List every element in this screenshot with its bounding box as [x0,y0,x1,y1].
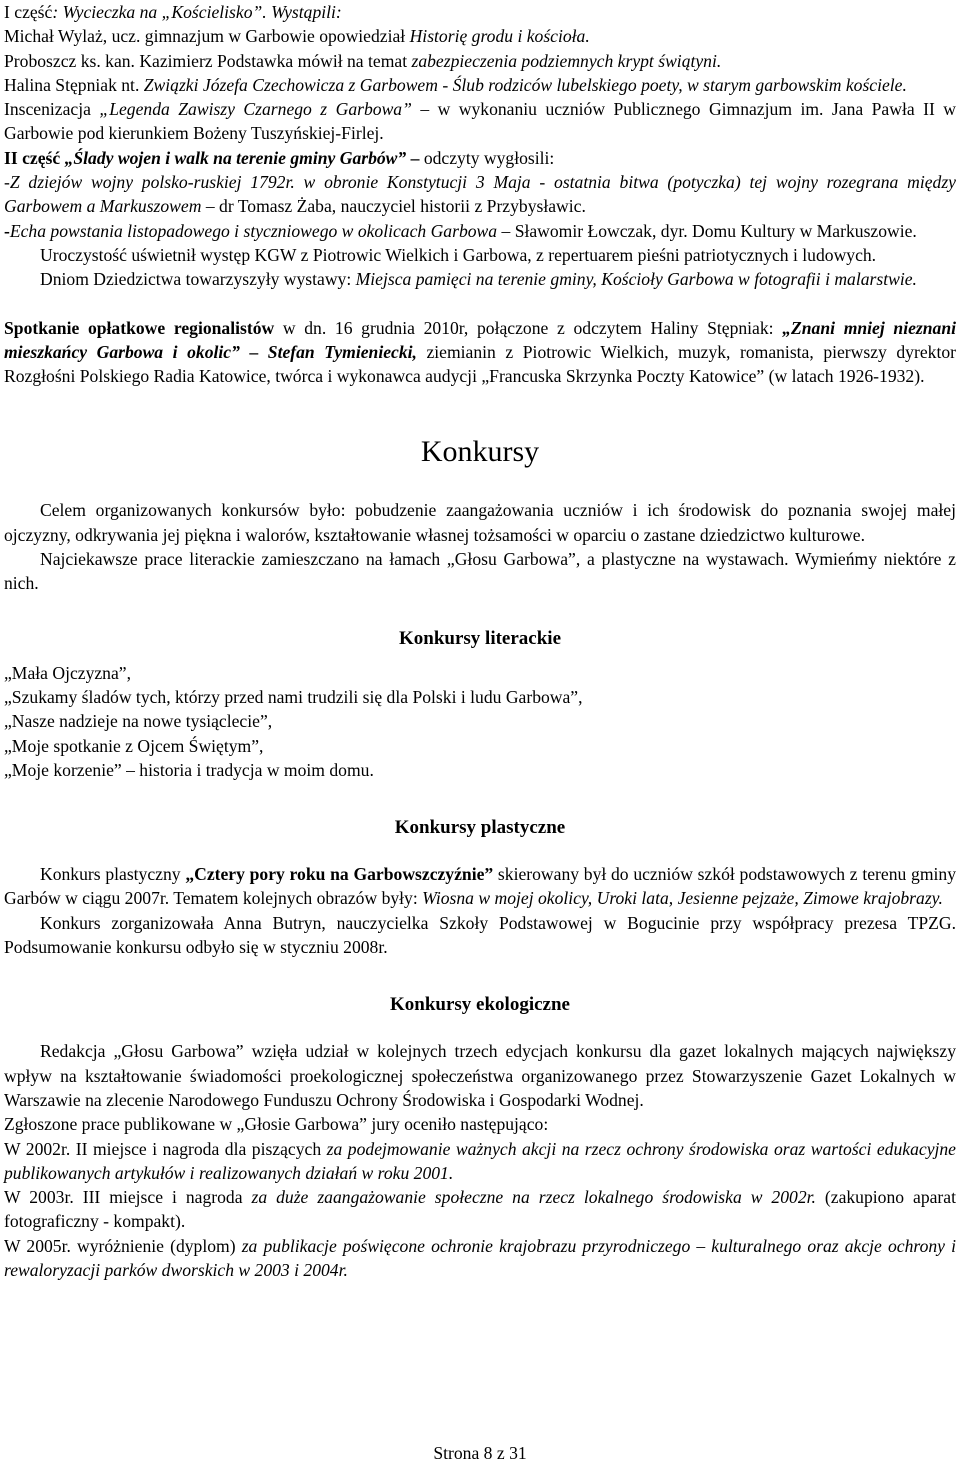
text: W 2002r. II miejsce i nagroda dla piszących [4,1138,327,1159]
list-item: „Nasze nadzieje na nowe tysiąclecie”, [4,711,273,732]
text: odczyty wygłosili: [419,147,555,168]
text: ziemianin z Piotrowic Wielkich, muzyk, romanista, pierwszy dyrektor Rozgłośni Polskiego Radia Katowice, twórca i wykonawca audycji „Francuska Skrzynka Poczty Katowice” (w latach 1926-1932). [4,341,956,387]
heading-konkursy: Konkursy [420,435,540,469]
paragraph-organizatorka: Konkurs zorganizowała Anna Butryn, nauczycielka Szkoły Podstawowej w Bogucinie przy współpracy prezesa TPZG. Podsumowanie konkursu odbyło się w styczniu 2008r. [4,912,956,958]
text-bold: – [406,147,420,168]
text: Halina Stępniak nt. [4,74,144,95]
paragraph-proboszcz [4,49,956,73]
text-italic: zabezpieczenia podziemnych krypt świątyni. [411,50,722,71]
text-italic: : Wycieczka na „Kościelisko”. Wystąpili: [52,2,342,22]
spacer [4,959,956,993]
text-italic: -Z dziejów wojny polsko-ruskiej 1792r. w obronie Konstytucji 3 Maja - ostatnia bitwa (potyczka) tej wojny rozegrana między Garbowem a Markuszowem [4,172,956,217]
text: Michał Wylaż, ucz. gimnazjum w Garbowie opowiedział [4,26,410,47]
spacer [4,388,956,434]
text: I część [4,2,53,22]
list-item: „Moje korzenie” – historia i tradycja w moim domu. [4,759,374,780]
text-italic: Echa powstania listopadowego i styczniowego w okolicach Garbowa [9,220,498,241]
spacer [4,1017,956,1039]
paragraph-2005 [4,1234,956,1283]
text-italic: Historię grodu i kościoła. [409,26,590,47]
text: W 2003r. III miejsce i nagroda [4,1187,252,1208]
spacer [4,840,956,862]
paragraph-inscenizacja [4,97,956,146]
paragraph-cztery-pory-roku [4,862,956,911]
text-bold: II część [4,147,65,168]
paragraph-stepniak [4,73,956,97]
text: – w wykonaniu uczniów Publicznego Gimnazjum im. Jana Pawła II w Garbowie pod kierunkiem Bożeny Tuszyńskiej-Firlej. [4,99,956,144]
list-item: „Moje spotkanie z Ojcem Świętym”, [4,735,264,756]
text-italic: Wiosna w mojej okolicy, Uroki lata, Jesienne pejzaże, Zimowe krajobrazy. [422,888,943,909]
list-item: „Mała Ojczyzna”, [4,662,131,683]
paragraph-wylaz [4,24,956,48]
text-italic: za podejmowanie ważnych akcji na rzecz ochrony środowiska oraz wartości edukacyjne publikowanych artykułów i realizowanych działań w roku 2001. [4,1138,956,1183]
spacer [4,470,956,498]
spacer [4,651,956,661]
text: Inscenizacja [4,99,100,120]
paragraph-2003 [4,1185,956,1234]
paragraph-zgloszone-prace: Zgłoszone prace publikowane w „Głosie Garbowa” jury oceniło następująco: [4,1114,549,1135]
spacer [4,782,956,816]
text: Proboszcz ks. kan. Kazimierz Podstawka mówił na temat [4,50,412,71]
heading-konkursy-plastyczne: Konkursy plastyczne [394,817,566,839]
text: – dr Tomasz Żaba, nauczyciel historii z Przybysławic. [201,196,586,217]
text: W 2005r. wyróżnienie (dyplom) [4,1235,242,1256]
paragraph-spotkanie-oplatkowe [4,316,956,389]
text-bold: „Cztery pory roku na Garbowszczyźnie” [185,864,494,885]
text: Dniom Dziedzictwa towarzyszyły wystawy: [40,269,356,290]
spacer [4,596,956,627]
text-italic: za duże zaangażowanie społeczne na rzecz lokalnego środowiska w 2002r. [251,1187,816,1208]
text: Konkurs plastyczny [40,864,186,885]
spacer [4,292,956,316]
text-bold: - [4,220,10,241]
text: – Sławomir Łowczak, dyr. Domu Kultury w Markuszowie. [497,220,917,241]
text-italic: Związki Józefa Czechowicza z Garbowem - Ślub rodziców lubelskiego poety, w starym garbowskim kościele. [143,74,907,95]
heading-konkursy-literackie: Konkursy literackie [398,627,562,649]
paragraph-redakcja: Redakcja „Głosu Garbowa” wzięła udział w kolejnych trzech edycjach konkursu dla gazet lokalnych mających największy wpływ na kształtowanie świadomości proekologicznej społeczeństwa organizowanego przez Stowarzyszenie Gazet Lokalnych w Warszawie na zlecenie Narodowego Funduszu Ochrony Środowiska i Gospodarki Wodnej. [4,1041,956,1110]
document-page [4,0,956,1282]
paragraph-part-one-title [4,0,956,24]
text: (zakupiono aparat fotograficzny - kompakt). [4,1187,956,1232]
text-bold: Spotkanie opłatkowe regionalistów [4,317,275,338]
text-bold-italic: „Ślady wojen i walk na terenie gminy Garbów” [64,147,407,168]
paragraph-dni-dziedzictwa [4,267,956,291]
paragraph-najciekawsze-prace: Najciekawsze prace literackie zamieszczano na łamach „Głosu Garbowa”, a plastyczne na wystawach. Wymieńmy niektóre z nich. [4,549,956,594]
page-number: Strona 8 z 31 [433,1443,527,1463]
paragraph-cel-konkursow: Celem organizowanych konkursów było: pobudzenie zaangażowania uczniów i ich środowisk do poznania swojej małej ojczyzny, odkrywania jej piękna i walorów, kształtowanie własnej tożsamości w oparciu o zastane dziedzictwo kulturowe. [4,500,956,545]
text-italic: Miejsca pamięci na terenie gminy, Kościoły Garbowa w fotografii i malarstwie. [355,269,917,290]
paragraph-part-two-title [4,146,956,170]
text-italic: „Legenda Zawiszy Czarnego z Garbowa” [99,99,412,120]
text-bold: – [239,341,268,362]
text-bold-italic: Stefan Tymieniecki, [267,341,417,362]
list-item: „Szukamy śladów tych, którzy przed nami trudzili się dla Polski i ludu Garbowa”, [4,686,583,707]
text-bold-italic: „Znani mniej nieznani mieszkańcy Garbowa i okolic” [4,317,956,362]
heading-konkursy-ekologiczne: Konkursy ekologiczne [390,994,570,1016]
paragraph-z-dziejow [4,170,956,219]
text: skierowany był do uczniów szkół podstawowych z terenu gminy Garbów w ciągu 2007r. Tematem kolejnych obrazów były: [4,864,956,909]
paragraph-uroczystosc: Uroczystość uświetnił występ KGW z Piotrowic Wielkich i Garbowa, z repertuarem pieśni patriotycznych i ludowych. [40,244,877,265]
paragraph-echa [4,219,956,243]
paragraph-2002 [4,1137,956,1186]
text: w dn. 16 grudnia 2010r, połączone z odczytem Haliny Stępniak: [274,317,783,338]
text-italic: za publikacje poświęcone ochronie krajobrazu przyrodniczego – kulturalnego oraz akcje ochrony i rewaloryzacji parków dworskich w 2003 i 2004r. [4,1235,956,1280]
